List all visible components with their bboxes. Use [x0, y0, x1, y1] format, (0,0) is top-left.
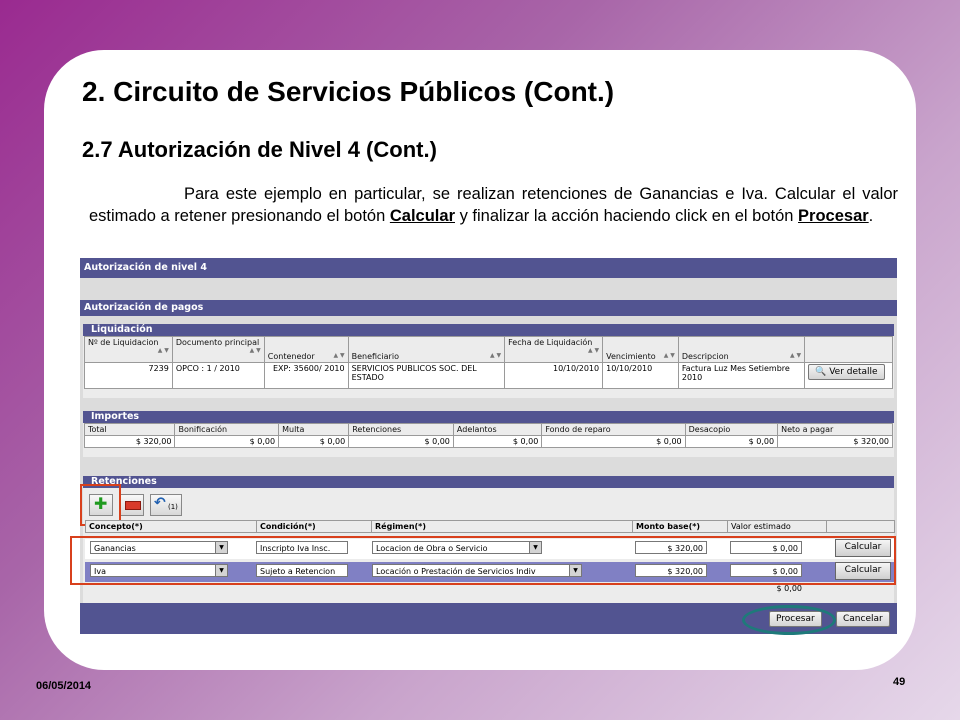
highlight-rows [70, 536, 896, 585]
remove-row-button[interactable] [120, 494, 144, 516]
slide-subtitle: 2.7 Autorización de Nivel 4 (Cont.) [82, 137, 437, 162]
monto-base-input[interactable]: $ 320,00 [635, 541, 707, 554]
procesar-button[interactable]: Procesar [769, 611, 822, 627]
instruction-paragraph: Para este ejemplo en particular, se realizan retenciones de Ganancias e Iva. Calcular el valor estimado a retener presionando el botón Calcular y finalizar la acción haciendo click en el botón Procesar. [89, 185, 898, 225]
importes-header: Importes [83, 411, 894, 423]
page-number: 49 [893, 676, 906, 688]
importes-table [84, 423, 893, 448]
cell-beneficiario: SERVICIOS PUBLICOS SOC. DEL ESTADO [348, 363, 505, 389]
importes-section [83, 411, 894, 457]
cancelar-button[interactable]: Cancelar [836, 611, 890, 627]
magnifier-icon: 🔍 [815, 367, 827, 377]
regimen-select[interactable]: Locación o Prestación de Servicios Indiv ▼ [372, 564, 582, 577]
col-beneficiario[interactable]: Beneficiario ▲ ▼ [348, 337, 505, 363]
cell-vencimiento: 10/10/2010 [603, 363, 679, 389]
undo-count: (1) [168, 503, 178, 511]
col-condicion: Condición(*) [257, 521, 372, 533]
app-window [80, 258, 897, 634]
col-regimen: Régimen(*) [372, 521, 633, 533]
col-fecha[interactable]: Fecha de Liquidación ▲ ▼ [505, 337, 603, 363]
cell-nro: 7239 [85, 363, 173, 389]
undo-icon: ↶ [154, 495, 166, 511]
importe-adelantos: $ 0,00 [453, 436, 541, 448]
panel-title: Autorización de pagos [80, 300, 897, 316]
calcular-button[interactable]: Calcular [835, 562, 891, 580]
calcular-button[interactable]: Calcular [835, 539, 891, 557]
chevron-down-icon: ▼ [215, 565, 227, 576]
valor-estimado-input[interactable]: $ 0,00 [730, 541, 802, 554]
monto-base-input[interactable]: $ 320,00 [635, 564, 707, 577]
concepto-select[interactable]: Ganancias ▼ [90, 541, 228, 554]
retenciones-header: Retenciones [83, 476, 894, 488]
ver-detalle-button[interactable]: 🔍 Ver detalle [808, 364, 884, 380]
col-valor-estimado: Valor estimado [728, 521, 827, 533]
col-documento[interactable]: Documento principal ▲ ▼ [172, 337, 264, 363]
col-bonificacion: Bonificación [175, 424, 279, 436]
col-concepto: Concepto(*) [86, 521, 257, 533]
col-adelantos: Adelantos [453, 424, 541, 436]
slide-title: 2. Circuito de Servicios Públicos (Cont.) [82, 76, 615, 107]
importe-bonificacion: $ 0,00 [175, 436, 279, 448]
importe-retenciones: $ 0,00 [349, 436, 454, 448]
chevron-down-icon: ▼ [569, 565, 581, 576]
concepto-select[interactable]: Iva ▼ [90, 564, 228, 577]
importe-fondo-reparo: $ 0,00 [542, 436, 685, 448]
cell-fecha: 10/10/2010 [505, 363, 603, 389]
importe-neto: $ 320,00 [778, 436, 893, 448]
col-descripcion[interactable]: Descripcion ▲ ▼ [678, 337, 804, 363]
col-nro[interactable]: Nº de Liquidacion ▲ ▼ [85, 337, 173, 363]
col-monto-base: Monto base(*) [633, 521, 728, 533]
importe-total: $ 320,00 [85, 436, 175, 448]
cell-documento: OPCO : 1 / 2010 [172, 363, 264, 389]
valor-estimado-input[interactable]: $ 0,00 [730, 564, 802, 577]
col-desacopio: Desacopio [685, 424, 777, 436]
col-neto: Neto a pagar [778, 424, 893, 436]
liquidacion-section [83, 324, 894, 398]
undo-button[interactable] [150, 494, 182, 516]
cell-contenedor: EXP: 35600/ 2010 [264, 363, 348, 389]
plus-icon: ✚ [94, 494, 108, 513]
condicion-input[interactable]: Inscripto Iva Insc. [256, 541, 348, 554]
regimen-select[interactable]: Locacion de Obra o Servicio ▼ [372, 541, 542, 554]
importe-multa: $ 0,00 [279, 436, 349, 448]
col-fondo-reparo: Fondo de reparo [542, 424, 685, 436]
cell-descripcion: Factura Luz Mes Setiembre 2010 [678, 363, 804, 389]
condicion-input[interactable]: Sujeto a Retencion [256, 564, 348, 577]
col-retenciones: Retenciones [349, 424, 454, 436]
retenciones-total: $ 0,00 [776, 584, 802, 593]
window-title: Autorización de nivel 4 [80, 258, 897, 278]
col-multa: Multa [279, 424, 349, 436]
retenciones-table-header [85, 520, 895, 533]
col-total: Total [85, 424, 175, 436]
col-vencimiento[interactable]: Vencimiento ▲ ▼ [603, 337, 679, 363]
minus-icon [125, 501, 141, 510]
importe-desacopio: $ 0,00 [685, 436, 777, 448]
footer-bar [80, 603, 897, 634]
chevron-down-icon: ▼ [529, 542, 541, 553]
highlight-procesar [742, 605, 836, 635]
liquidacion-table [84, 336, 893, 389]
liquidacion-header: Liquidación [83, 324, 894, 336]
col-contenedor[interactable]: Contenedor ▲ ▼ [264, 337, 348, 363]
slide-date: 06/05/2014 [36, 680, 92, 692]
chevron-down-icon: ▼ [215, 542, 227, 553]
